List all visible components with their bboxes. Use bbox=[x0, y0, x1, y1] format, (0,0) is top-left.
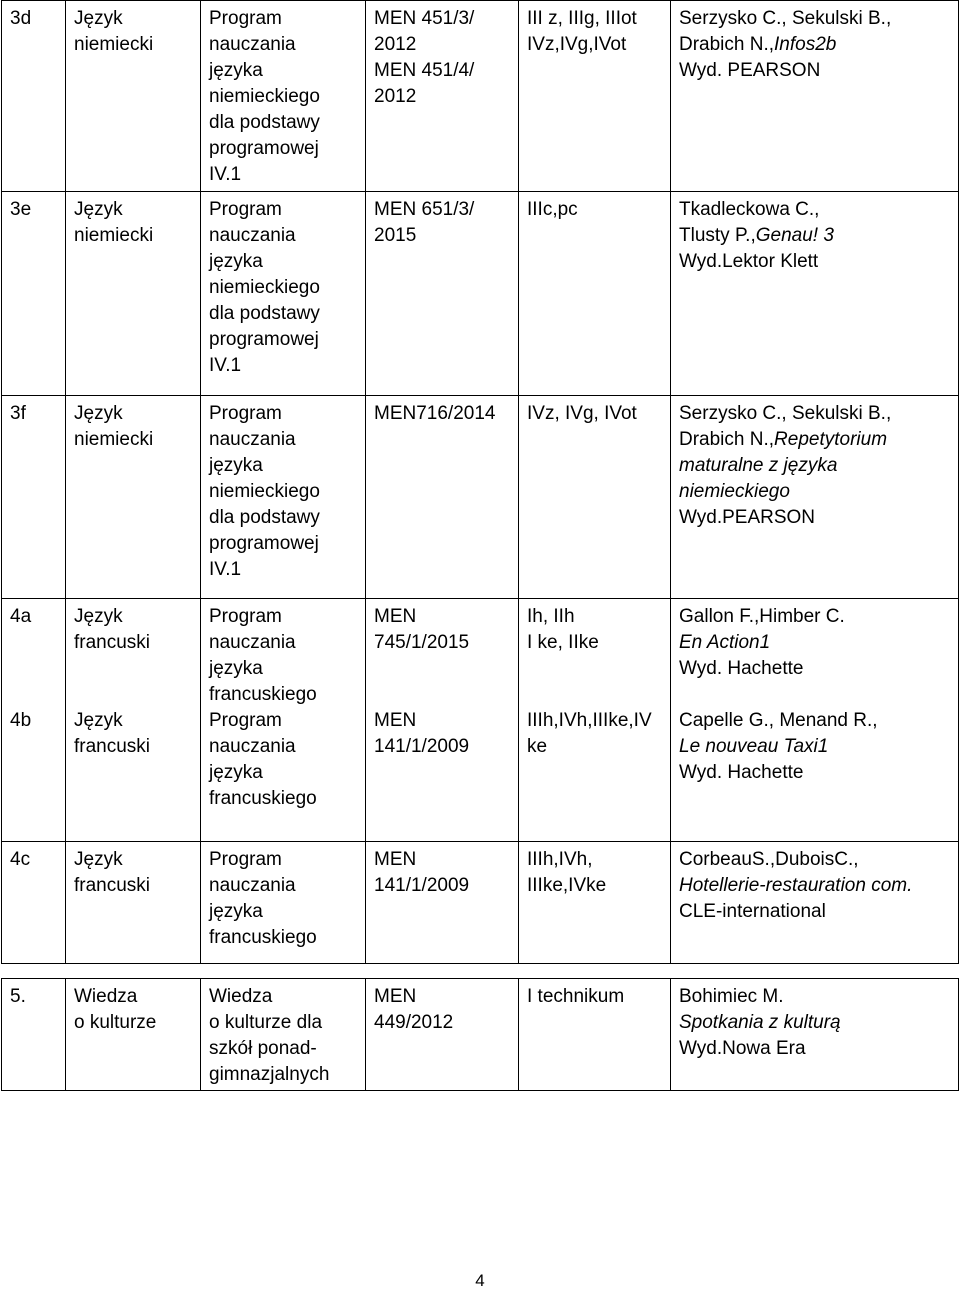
textbook-cell: Gallon F.,Himber C. En Action1 Wyd. Hachette bbox=[671, 599, 959, 709]
table-row bbox=[2, 841, 959, 963]
classes-cell: Ih, IIh I ke, IIke bbox=[519, 599, 671, 709]
classes-cell: IIIh,IVh, IIIke,IVke bbox=[519, 841, 671, 963]
table-row bbox=[2, 978, 959, 1090]
men-number-cell: MEN 745/1/2015 bbox=[366, 599, 519, 709]
program-cell: Program nauczania języka niemieckiego dla podstawy programowej IV.1 bbox=[201, 192, 366, 396]
classes-cell: III z, IIIg, IIIot IVz,IVg,IVot bbox=[519, 1, 671, 192]
subject-cell: Język niemiecki bbox=[66, 1, 201, 192]
textbook-cell: Bohimiec M. Spotkania z kulturą Wyd.Nowa Era bbox=[671, 978, 959, 1090]
page-number: 4 bbox=[475, 1271, 485, 1290]
classes-cell: IVz, IVg, IVot bbox=[519, 396, 671, 599]
textbook-cell: Serzysko C., Sekulski B., Drabich N.,Infos2b Wyd. PEARSON bbox=[671, 1, 959, 192]
row-number: 4b bbox=[2, 708, 66, 841]
subject-cell: Język niemiecki bbox=[66, 192, 201, 396]
subject-cell: Język francuski bbox=[66, 841, 201, 963]
subject-cell: Język francuski bbox=[66, 708, 201, 841]
men-number-cell: MEN716/2014 bbox=[366, 396, 519, 599]
row-number: 5. bbox=[2, 978, 66, 1090]
subject-cell: Język niemiecki bbox=[66, 396, 201, 599]
row-number: 4a bbox=[2, 599, 66, 709]
table-gap bbox=[2, 963, 959, 978]
table-row bbox=[2, 192, 959, 396]
textbook-cell: Capelle G., Menand R., Le nouveau Taxi1 Wyd. Hachette bbox=[671, 708, 959, 841]
men-number-cell: MEN 449/2012 bbox=[366, 978, 519, 1090]
textbook-cell: Serzysko C., Sekulski B., Drabich N.,Repetytorium maturalne z języka niemieckiego Wyd.PEARSON bbox=[671, 396, 959, 599]
textbook-table bbox=[1, 0, 959, 1091]
classes-cell: IIIh,IVh,IIIke,IV ke bbox=[519, 708, 671, 841]
men-number-cell: MEN 651/3/ 2015 bbox=[366, 192, 519, 396]
program-cell: Program nauczania języka francuskiego bbox=[201, 599, 366, 709]
table-row bbox=[2, 599, 959, 709]
subject-cell: Wiedza o kulturze bbox=[66, 978, 201, 1090]
classes-cell: I technikum bbox=[519, 978, 671, 1090]
subject-cell: Język francuski bbox=[66, 599, 201, 709]
row-number: 3f bbox=[2, 396, 66, 599]
classes-cell: IIIc,pc bbox=[519, 192, 671, 396]
men-number-cell: MEN 141/1/2009 bbox=[366, 708, 519, 841]
table-row bbox=[2, 708, 959, 841]
table-row bbox=[2, 396, 959, 599]
program-cell: Program nauczania języka niemieckiego dla podstawy programowej IV.1 bbox=[201, 1, 366, 192]
textbook-cell: CorbeauS.,DuboisC., Hotellerie-restauration com. CLE-international bbox=[671, 841, 959, 963]
row-number: 3d bbox=[2, 1, 66, 192]
textbook-cell: Tkadleckowa C., Tlusty P.,Genau! 3 Wyd.Lektor Klett bbox=[671, 192, 959, 396]
program-cell: Program nauczania języka francuskiego bbox=[201, 841, 366, 963]
program-cell: Program nauczania języka niemieckiego dla podstawy programowej IV.1 bbox=[201, 396, 366, 599]
row-number: 3e bbox=[2, 192, 66, 396]
men-number-cell: MEN 451/3/ 2012 MEN 451/4/ 2012 bbox=[366, 1, 519, 192]
table-row bbox=[2, 1, 959, 192]
program-cell: Program nauczania języka francuskiego bbox=[201, 708, 366, 841]
row-number: 4c bbox=[2, 841, 66, 963]
program-cell: Wiedza o kulturze dla szkół ponad- gimnazjalnych bbox=[201, 978, 366, 1090]
men-number-cell: MEN 141/1/2009 bbox=[366, 841, 519, 963]
